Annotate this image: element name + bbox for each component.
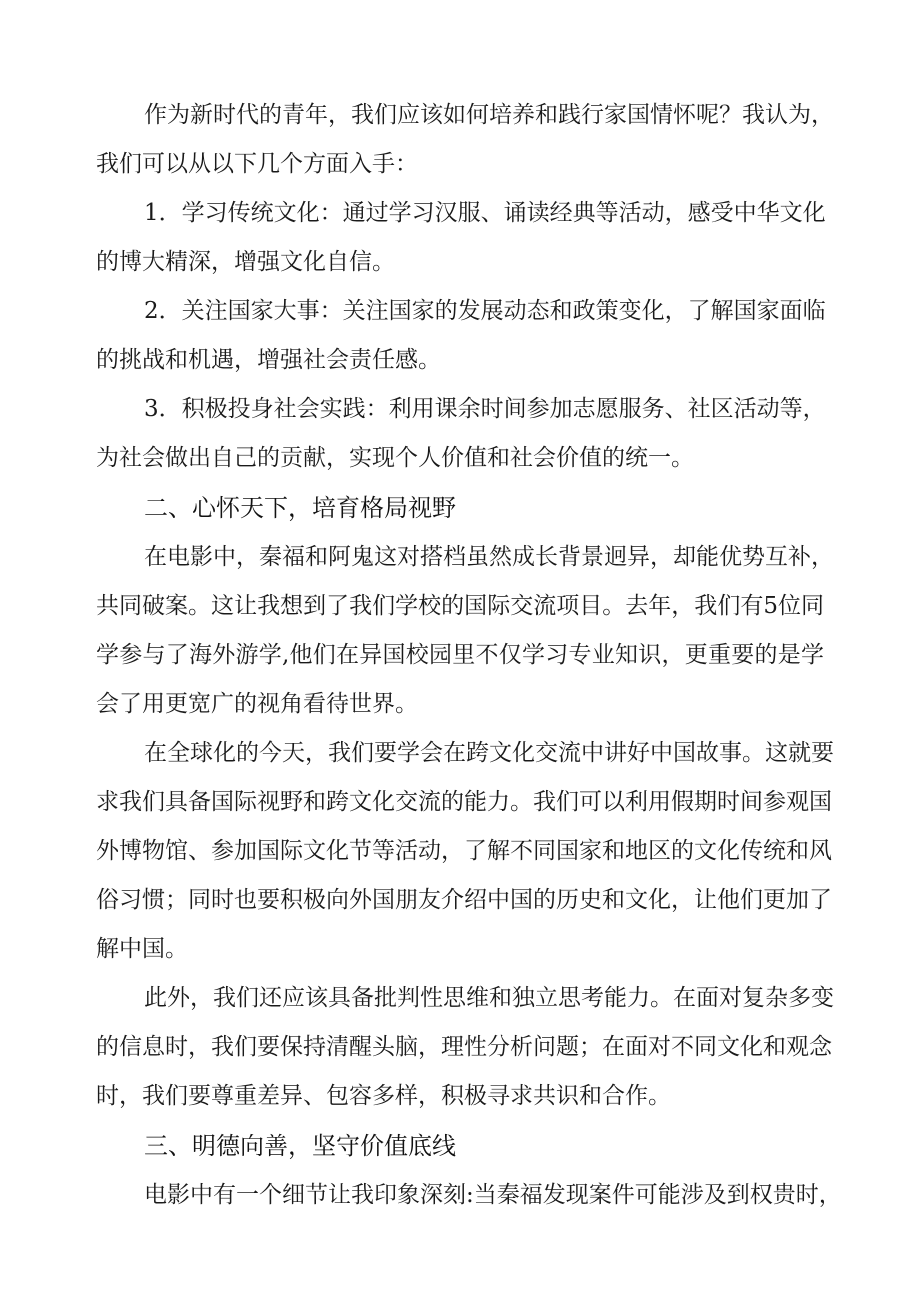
paragraph-line: 会了用更宽广的视角看待世界。 — [96, 691, 418, 717]
paragraph-line: 在电影中，秦福和阿鬼这对搭档虽然成长背景迥异，却能优势互补， — [144, 544, 834, 570]
paragraph-line: 时，我们要尊重差异、包容多样，积极寻求共识和合作。 — [96, 1083, 671, 1109]
paragraph-line: 外博物馆、参加国际文化节等活动，了解不同国家和地区的文化传统和风 — [96, 838, 832, 864]
paragraph-line: 电影中有一个细节让我印象深刻:当秦福发现案件可能涉及到权贵时， — [144, 1182, 842, 1208]
paragraph-line: 求我们具备国际视野和跨文化交流的能力。我们可以利用假期时间参观国 — [96, 789, 832, 815]
list-item-2-line: 2．关注国家大事：关注国家的发展动态和政策变化，了解国家面临 — [144, 298, 826, 324]
paragraph-line: 俗习惯；同时也要积极向外国朋友介绍中国的历史和文化，让他们更加了 — [96, 887, 832, 913]
list-item-2-line: 的挑战和机遇，增强社会责任感。 — [96, 347, 441, 373]
paragraph-line: 解中国。 — [96, 936, 188, 962]
list-item-1-line: 的博大精深，增强文化自信。 — [96, 249, 395, 275]
list-item-1-line: 1．学习传统文化：通过学习汉服、诵读经典等活动，感受中华文化 — [144, 200, 826, 226]
paragraph-line: 此外，我们还应该具备批判性思维和独立思考能力。在面对复杂多变 — [144, 985, 834, 1011]
paragraph-line: 作为新时代的青年，我们应该如何培养和践行家国情怀呢？我认为， — [144, 102, 834, 128]
list-item-3-line: 3．积极投身社会实践：利用课余时间参加志愿服务、社区活动等， — [144, 396, 826, 422]
paragraph-line: 学参与了海外游学,他们在异国校园里不仅学习专业知识，更重要的是学 — [96, 642, 824, 668]
section-heading-2: 二、心怀天下，培育格局视野 — [144, 494, 456, 522]
paragraph-line: 在全球化的今天，我们要学会在跨文化交流中讲好中国故事。这就要 — [144, 740, 834, 766]
paragraph-line: 的信息时，我们要保持清醒头脑，理性分析问题；在面对不同文化和观念 — [96, 1034, 832, 1060]
paragraph-line: 我们可以从以下几个方面入手： — [96, 151, 418, 177]
section-heading-3: 三、明德向善，坚守价值底线 — [144, 1132, 456, 1160]
list-item-3-line: 为社会做出自己的贡献，实现个人价值和社会价值的统一。 — [96, 445, 694, 471]
paragraph-line: 共同破案。这让我想到了我们学校的国际交流项目。去年，我们有5位同 — [96, 593, 824, 619]
